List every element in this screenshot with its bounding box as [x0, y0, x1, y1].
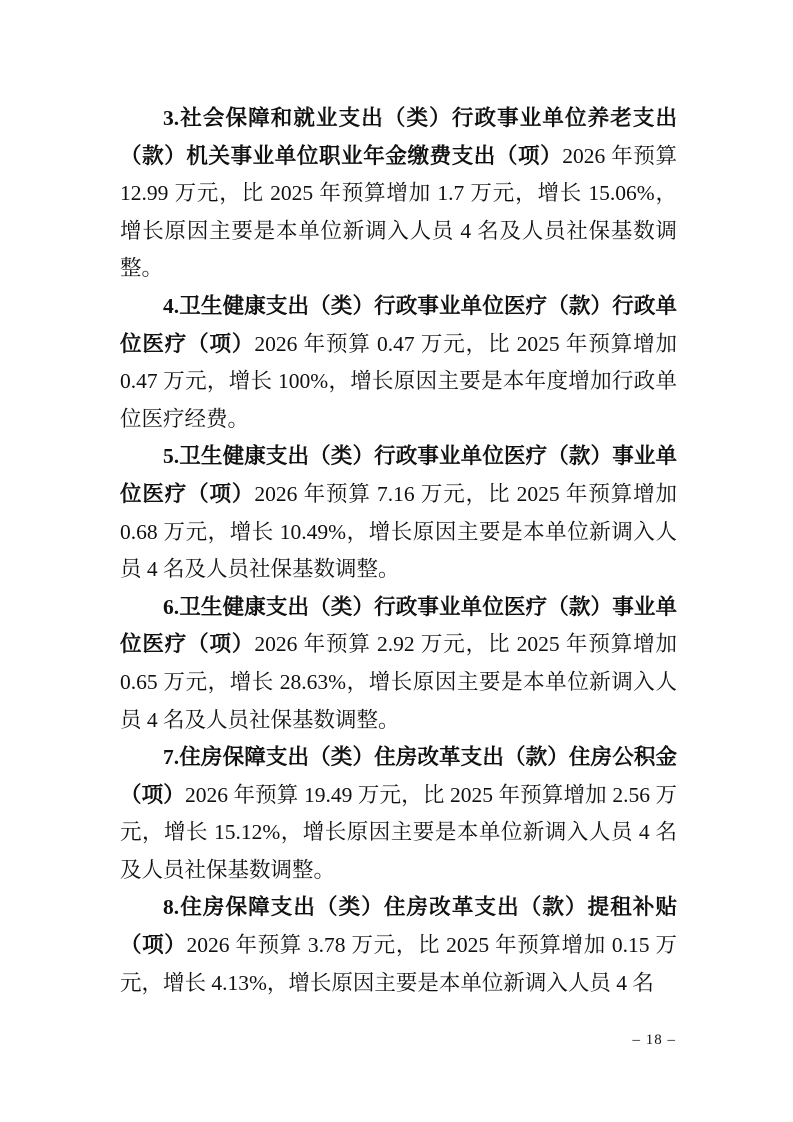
budget-item-6-heading: 6.卫生健康支出（类）行政事业单位医疗（款）事业单位医疗（项）	[120, 594, 677, 657]
budget-item-4-paragraph	[120, 288, 677, 438]
budget-item-6-body: 2026 年预算 2.92 万元，比 2025 年预算增加 0.65 万元，增长 28.63%，增长原因主要是本单位新调入人员 4 名及人员社保基数调整。	[120, 632, 677, 732]
budget-item-7-body: 2026 年预算 19.49 万元，比 2025 年预算增加 2.56 万元，增长 15.12%，增长原因主要是本单位新调入人员 4 名及人员社保基数调整。	[120, 782, 677, 882]
budget-item-7-paragraph	[120, 739, 677, 889]
budget-item-6-paragraph	[120, 589, 677, 739]
budget-item-7-heading: 7.住房保障支出（类）住房改革支出（款）住房公积金（项）	[120, 745, 677, 807]
budget-item-4-heading: 4.卫生健康支出（类）行政事业单位医疗（款）行政单位医疗（项）	[120, 293, 677, 356]
budget-item-8-paragraph	[120, 889, 677, 1002]
budget-item-5-paragraph	[120, 438, 677, 588]
budget-item-3-paragraph	[120, 100, 677, 288]
budget-item-8-heading: 8.住房保障支出（类）住房改革支出（款）提租补贴（项）	[120, 895, 677, 958]
budget-item-3-body: 2026 年预算 12.99 万元，比 2025 年预算增加 1.7 万元，增长 15.06%，增长原因主要是本单位新调入人员 4 名及人员社保基数调整。	[120, 143, 677, 281]
budget-item-3-heading: 3.社会保障和就业支出（类）行政事业单位养老支出（款）机关事业单位职业年金缴费支出（项）	[120, 106, 677, 168]
budget-item-5-heading: 5.卫生健康支出（类）行政事业单位医疗（款）事业单位医疗（项）	[120, 444, 677, 506]
document-content	[120, 100, 677, 1002]
budget-item-4-body: 2026 年预算 0.47 万元，比 2025 年预算增加 0.47 万元，增长 100%，增长原因主要是本年度增加行政单位医疗经费。	[120, 331, 677, 431]
budget-item-8-body: 2026 年预算 3.78 万元，比 2025 年预算增加 0.15 万元，增长 4.13%，增长原因主要是本单位新调入人员 4 名	[120, 933, 677, 995]
page-number: – 18 –	[632, 1032, 676, 1048]
budget-item-5-body: 2026 年预算 7.16 万元，比 2025 年预算增加 0.68 万元，增长 10.49%，增长原因主要是本单位新调入人员 4 名及人员社保基数调整。	[120, 481, 677, 582]
